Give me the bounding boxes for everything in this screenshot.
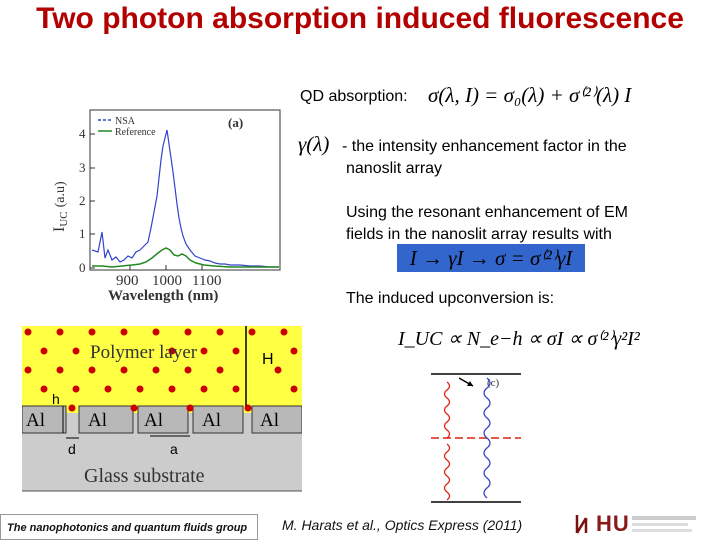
resonant-text-line2: fields in the nanoslit array results with [346, 226, 612, 243]
excitation-wave-2 [445, 382, 450, 438]
svg-text:IUC(a.u): IUC(a.u) [51, 181, 70, 232]
resonant-text-line1: Using the resonant enhancement of EM [346, 204, 628, 221]
panel-label-a: (a) [228, 115, 244, 130]
upconversion-equation: I_UC ∝ N_e−h ∝ σI ∝ σ⁽²⁾γ²I² [398, 328, 640, 350]
h-label: h [52, 391, 60, 407]
gamma-description-line1: - the intensity enhancement factor in the [342, 138, 627, 155]
slide-title: Two photon absorption induced fluorescence [36, 2, 684, 35]
enhancement-equation: I → γI → σ = σ⁽²⁾γI [397, 244, 585, 272]
al-label: Al [144, 410, 163, 431]
y-tick-label: 1 [79, 226, 86, 241]
plot-legend [98, 116, 156, 138]
y-tick-label: 4 [79, 126, 86, 141]
legend-entry-nsa: NSA [115, 116, 136, 127]
y-ticks [90, 134, 95, 268]
x-tick-label: 900 [116, 273, 139, 289]
upconversion-spectrum-plot [50, 100, 290, 310]
gamma-description-line2: nanoslit array [346, 160, 443, 177]
x-tick-label: 1000 [152, 273, 182, 289]
nanoslit-device-diagram [22, 326, 302, 498]
polymer-layer [22, 326, 302, 413]
hu-logo-emblem [574, 513, 594, 535]
a-label: a [170, 441, 178, 457]
al-label: Al [202, 410, 221, 431]
energy-level-diagram [425, 360, 525, 510]
reference-curve [92, 248, 279, 267]
al-label: Al [260, 410, 279, 431]
qd-absorption-label: QD absorption: [300, 88, 408, 105]
x-tick-label: 1100 [192, 273, 222, 289]
citation: M. Harats et al., Optics Express (2011) [282, 517, 523, 533]
polymer-layer-label: Polymer layer [90, 342, 198, 363]
y-tick-label: 0 [79, 260, 86, 275]
upconversion-text: The induced upconversion is: [346, 290, 555, 307]
d-label: d [68, 441, 76, 457]
al-label: Al [26, 410, 45, 431]
y-tick-label: 2 [79, 193, 86, 208]
glass-substrate-label: Glass substrate [84, 465, 205, 487]
logo-detail [632, 529, 692, 532]
legend-entry-reference: Reference [115, 127, 156, 138]
H-label: H [262, 351, 274, 368]
qd-absorption-equation: σ(λ, I) = σ₀(λ) + σ⁽²⁾(λ) I [428, 83, 632, 107]
y-tick-label: 3 [79, 160, 86, 175]
logo-detail [632, 516, 696, 520]
x-axis-label: Wavelength (nm) [108, 288, 219, 304]
excitation-wave-1 [445, 444, 450, 500]
gamma-symbol: γ(λ) [298, 132, 330, 156]
y-axis-label [51, 181, 70, 232]
logo-detail [632, 523, 688, 526]
al-label: Al [88, 410, 107, 431]
hu-logo-text: HU [596, 511, 630, 536]
nsa-curve [92, 130, 279, 267]
group-name-box [0, 514, 258, 540]
panel-label-c: (c) [487, 377, 500, 389]
group-name: The nanophotonics and quantum fluids group [7, 522, 248, 534]
